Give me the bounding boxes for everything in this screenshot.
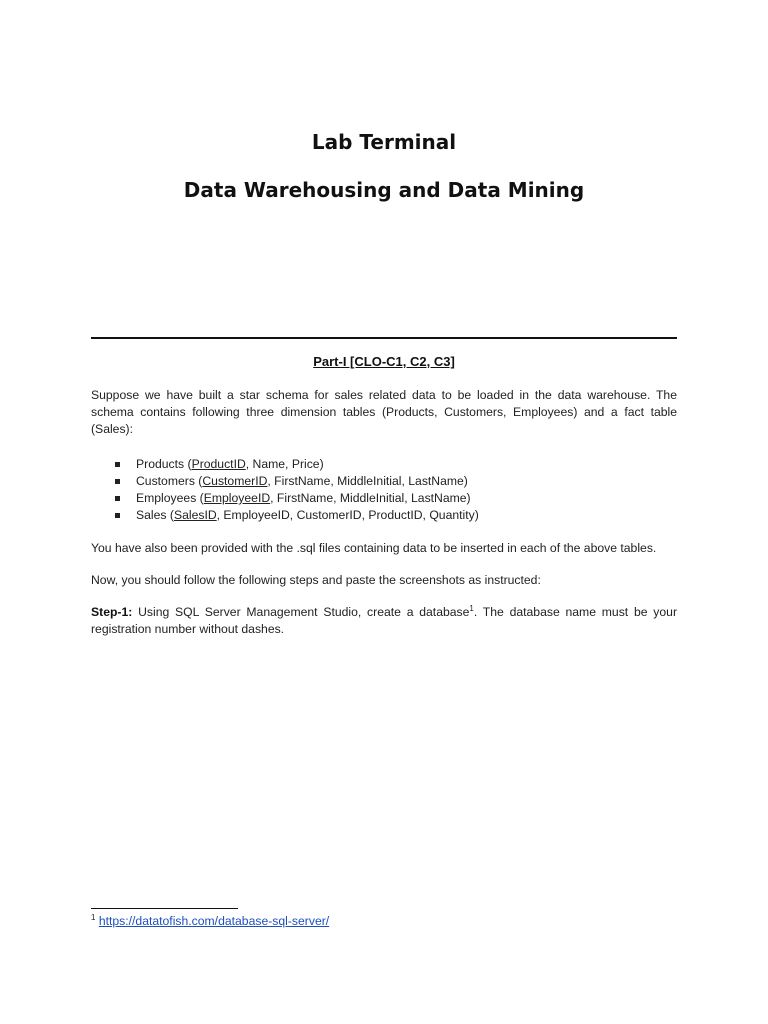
table-columns: , EmployeeID, CustomerID, ProductID, Quantity) <box>216 508 479 522</box>
follow-paragraph: Now, you should follow the following steps and paste the screenshots as instructed: <box>91 573 541 587</box>
table-name: Customers <box>136 474 195 488</box>
table-name: Employees <box>136 491 197 505</box>
step-1-paragraph <box>91 604 677 638</box>
document-subtitle: Data Warehousing and Data Mining <box>183 178 585 202</box>
step-1-text: Using SQL Server Management Studio, create a database <box>132 605 470 619</box>
bullet-square-icon <box>115 496 120 501</box>
table-name: Products <box>136 457 185 471</box>
footnote-marker: 1 <box>91 912 96 922</box>
primary-key: CustomerID <box>202 474 268 488</box>
primary-key: ProductID <box>191 457 246 471</box>
footnote-separator <box>91 908 238 909</box>
horizontal-rule <box>91 337 677 339</box>
part-heading-text: Part-I [CLO-C1, C2, C3] <box>313 354 455 369</box>
primary-key: SalesID <box>173 508 217 522</box>
list-item-sales <box>91 507 677 524</box>
part-heading <box>0 354 768 369</box>
document-title: Lab Terminal <box>311 130 457 154</box>
list-item-products <box>91 456 677 473</box>
intro-paragraph: Suppose we have built a star schema for sales related data to be loaded in the data warehouse. The schema contains following three dimension tables (Products, Customers, Employees) and a fact table (Sales): <box>91 388 677 436</box>
footnote-link[interactable]: https://datatofish.com/database-sql-server/ <box>98 914 330 928</box>
paren-open: ( <box>166 508 174 522</box>
primary-key: EmployeeID <box>203 491 271 505</box>
dimension-table-list <box>91 456 677 524</box>
step-1-label: Step-1: <box>91 605 133 619</box>
bullet-square-icon <box>115 513 120 518</box>
paren-open: ( <box>184 457 192 471</box>
paren-open: ( <box>196 491 204 505</box>
bullet-square-icon <box>115 479 120 484</box>
table-columns: , FirstName, MiddleInitial, LastName) <box>267 474 468 488</box>
table-name: Sales <box>136 508 167 522</box>
footnote <box>91 913 329 930</box>
table-columns: , Name, Price) <box>245 457 324 471</box>
list-item-customers <box>91 473 677 490</box>
bullet-square-icon <box>115 462 120 467</box>
list-item-employees <box>91 490 677 507</box>
footnote-reference[interactable]: 1 <box>469 603 474 613</box>
step-1-text-after: . The database name must be your registration number without dashes. <box>91 605 677 636</box>
provided-paragraph: You have also been provided with the .sql files containing data to be inserted in each of the above tables. <box>91 541 657 555</box>
paren-open: ( <box>194 474 203 488</box>
table-columns: , FirstName, MiddleInitial, LastName) <box>270 491 471 505</box>
